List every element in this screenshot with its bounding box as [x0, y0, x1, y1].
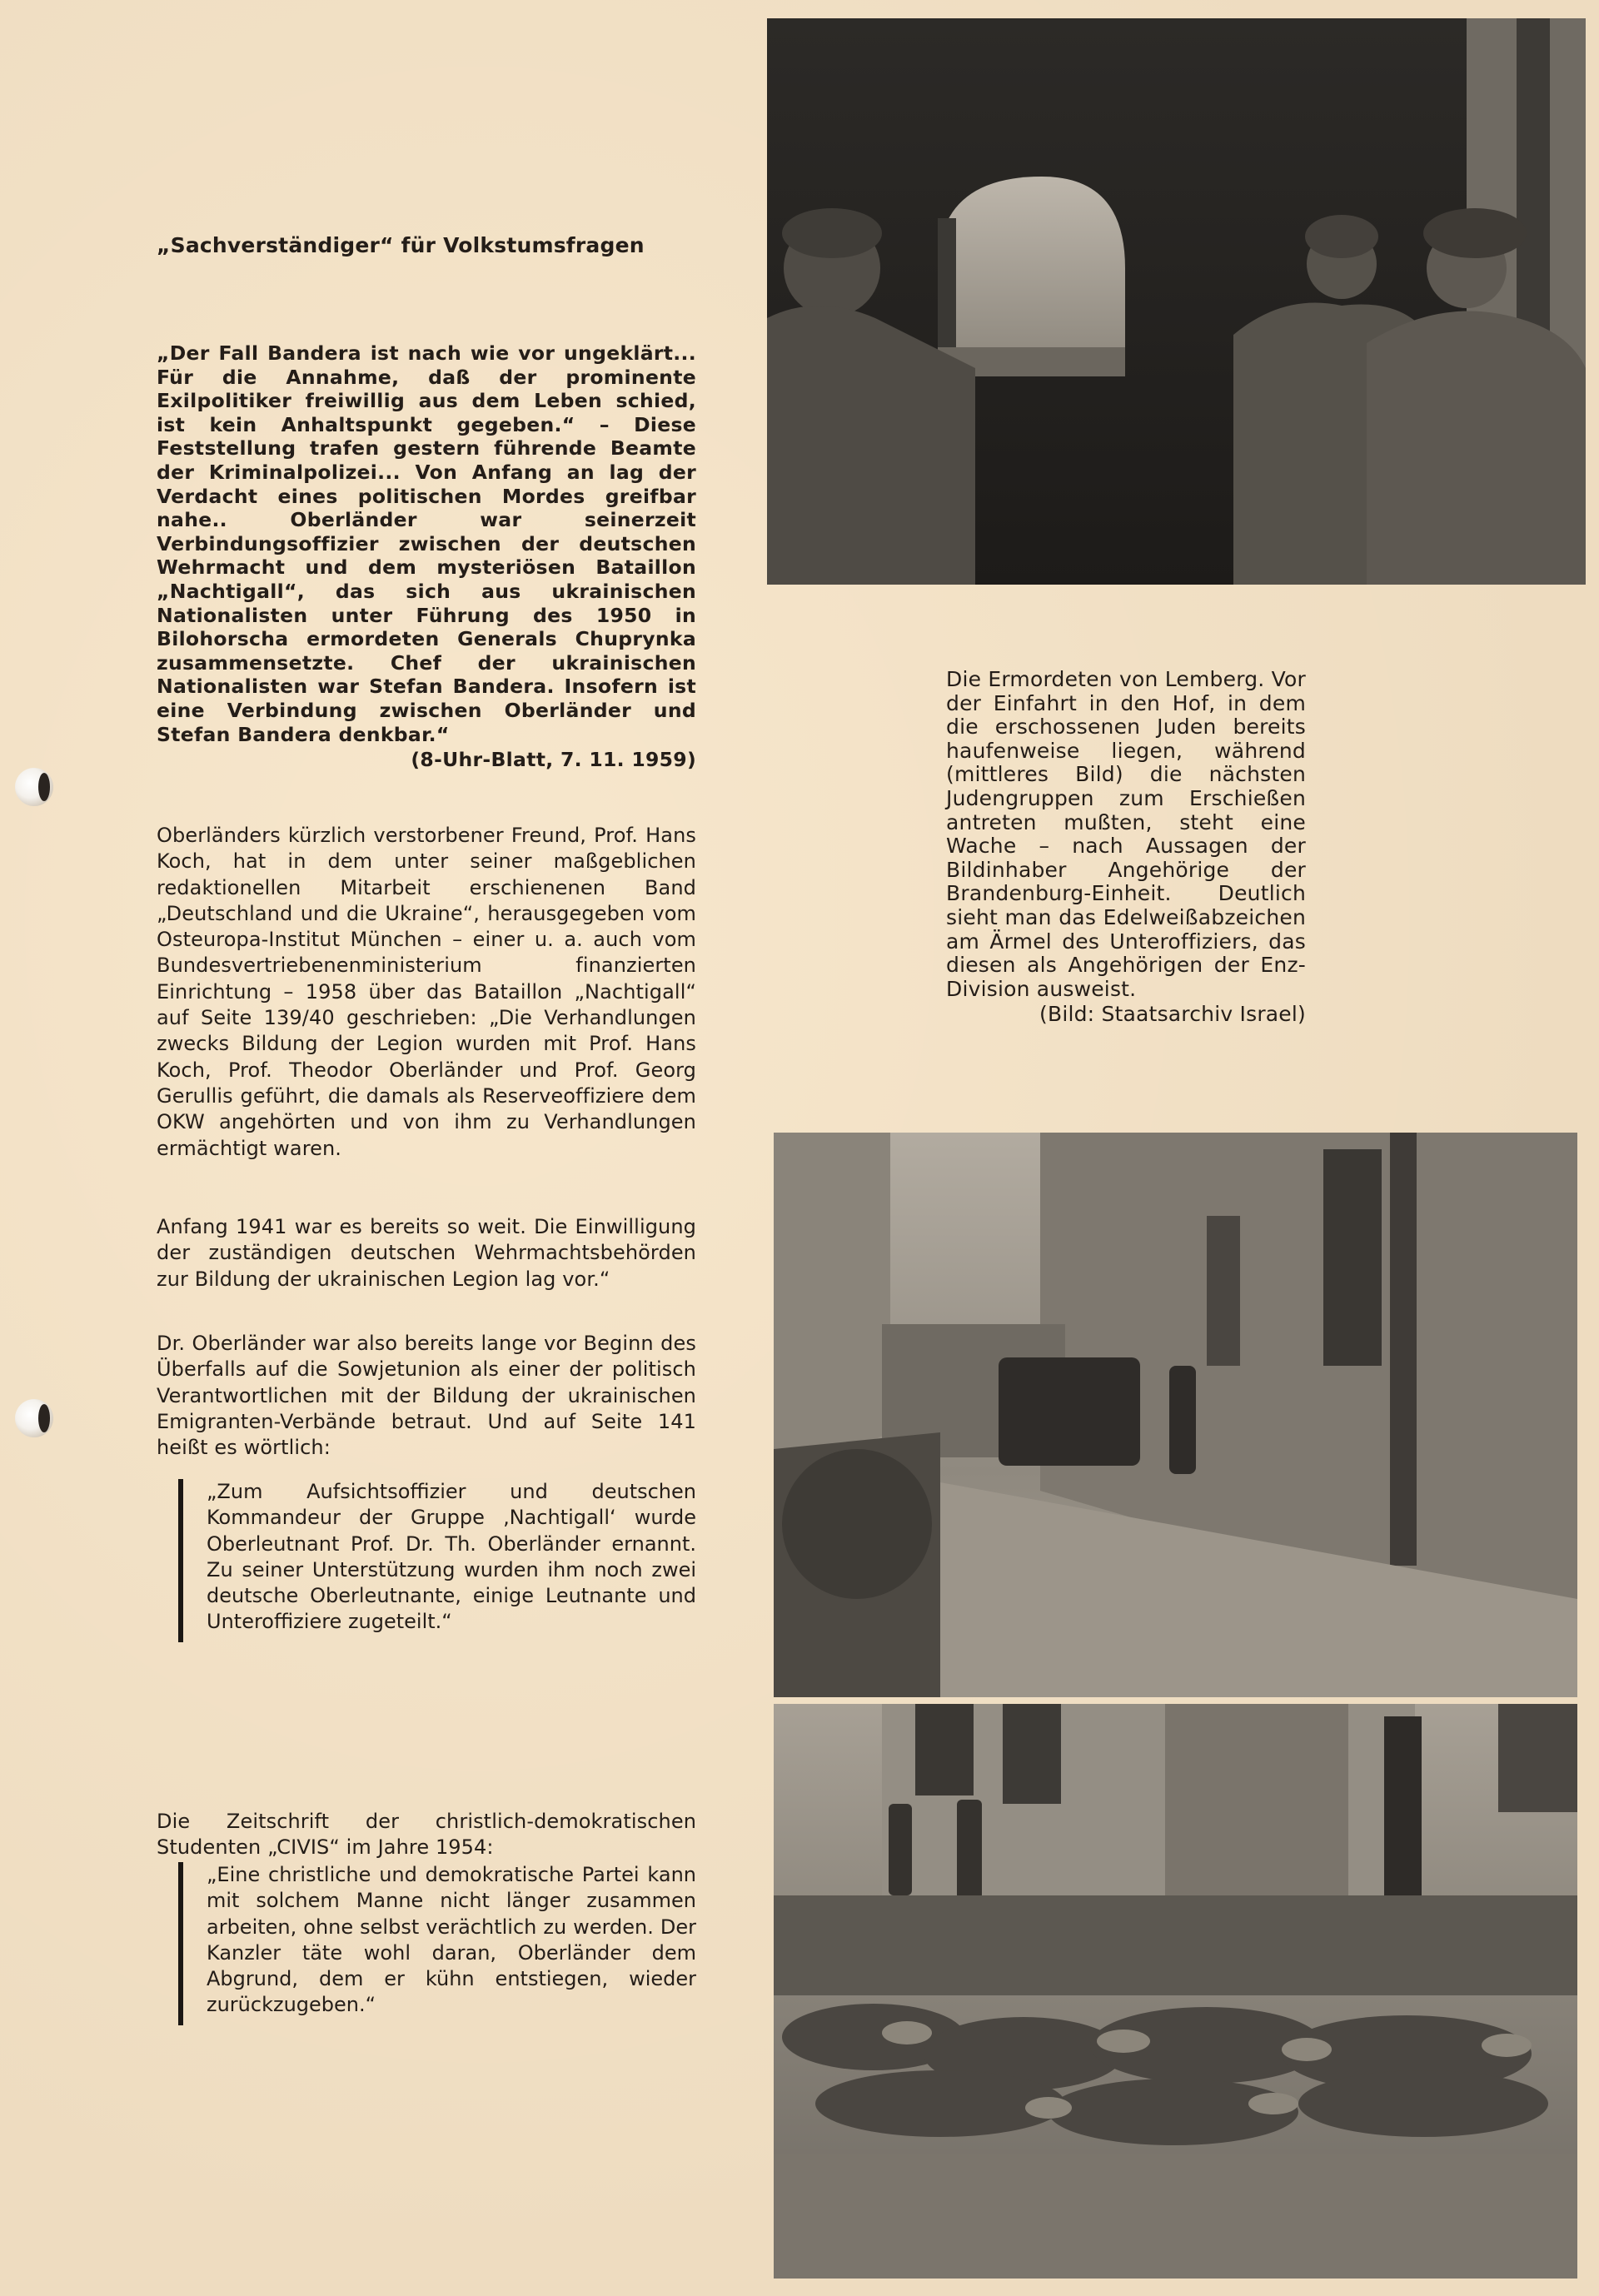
- blockquote-civis: „Eine christliche und demokratische Partei kann mit solchem Manne nicht länger zusammen arbeiten, ohne selbst verächtlich zu werden. Der Kanzler täte wohl daran, Oberländer dem Abgrund, dem er kühn entstiegen, wieder zurückzugeben.“: [178, 1862, 696, 2025]
- press-quote: [157, 341, 696, 772]
- photo-caption: [946, 668, 1306, 1027]
- punch-hole: [15, 768, 53, 806]
- section-heading: „Sachverständiger“ für Volkstumsfragen: [157, 233, 645, 257]
- paragraph-civis: Die Zeitschrift der christlich-demokratischen Studenten „CIVIS“ im Jahre 1954:: [157, 1810, 696, 1860]
- photo-credit: (Bild: Staatsarchiv Israel): [1039, 1002, 1306, 1027]
- photo-courtyard-victims: [774, 1704, 1577, 2279]
- punch-hole: [15, 1399, 53, 1437]
- paragraph-oberlaender: Dr. Oberländer war also bereits lange vor Beginn des Überfalls auf die Sowjetunion als einer der politisch Verantwortlichen mit der Bildung der ukrainischen Emigranten-Verbände betraut. Und auf Seite 141 heißt es wörtlich:: [157, 1332, 696, 1460]
- photo-courtyard-groups: [774, 1133, 1577, 1697]
- paragraph-1941: Anfang 1941 war es bereits so weit. Die Einwilligung der zuständigen deutschen Wehrmachtsbehörden zur Bildung der ukrainischen Legion lag vor.“: [157, 1215, 696, 1291]
- blockquote-nachtigall: „Zum Aufsichtsoffizier und deutschen Kommandeur der Gruppe ‚Nachtigall‘ wurde Oberleutnant Prof. Dr. Th. Oberländer ernannt. Zu seiner Unterstützung wurden ihm noch zwei deutsche Oberleutnante, einige Leutnante und Unteroffiziere zugeteilt.“: [178, 1479, 696, 1642]
- photo-caption-text: Die Ermordeten von Lemberg. Vor der Einfahrt in den Hof, in dem die erschossenen Juden bereits haufenweise liegen, während (mittleres Bild) die nächsten Judengruppen zum Erschießen antreten mußten, steht eine Wache – nach Aussagen der Bildinhaber Angehörige der Brandenburg-Einheit. Deutlich sieht man das Edelweißabzeichen am Ärmel des Unteroffiziers, das diesen als Angehörigen der Enz-Division ausweist.: [946, 667, 1306, 1001]
- paragraph-koch: Oberländers kürzlich verstorbener Freund, Prof. Hans Koch, hat in dem unter seiner maßgeblichen redaktionellen Mitarbeit erschienenen Band „Deutschland und die Ukraine“, herausgegeben vom Osteuropa-Institut München – einer u. a. auch vom Bundesvertriebenenministerium finanzierten Einrichtung – 1958 über das Bataillon „Nachtigall“ auf Seite 139/40 geschrieben: „Die Verhandlungen zwecks Bildung der Legion wurden mit Prof. Hans Koch, Prof. Theodor Oberländer und Prof. Georg Gerullis geführt, die damals als Reserveoffiziere dem OKW angehörten und von ihm zu Verhandlungen ermächtigt waren.: [157, 824, 696, 1160]
- press-quote-text: „Der Fall Bandera ist nach wie vor ungeklärt... Für die Annahme, daß der prominente Exilpolitiker freiwillig aus dem Leben schied, ist kein Anhaltspunkt gegeben.“ – Diese Feststellung trafen gestern führende Beamte der Kriminalpolizei... Von Anfang an lag der Verdacht eines politischen Mordes greifbar nahe.. Oberländer war seinerzeit Verbindungsoffizier zwischen der deutschen Wehrmacht und dem mysteriösen Bataillon „Nachtigall“, das sich aus ukrainischen Nationalisten unter Führung des 1950 in Bilohorscha ermordeten Generals Chuprynka zusammensetzte. Chef der ukrainischen Nationalisten war Stefan Bandera. Insofern ist eine Verbindung zwischen Oberländer und Stefan Bandera denkbar.“: [157, 341, 696, 746]
- press-quote-source: (8-Uhr-Blatt, 7. 11. 1959): [411, 748, 696, 772]
- photo-guards-gateway: [767, 18, 1586, 585]
